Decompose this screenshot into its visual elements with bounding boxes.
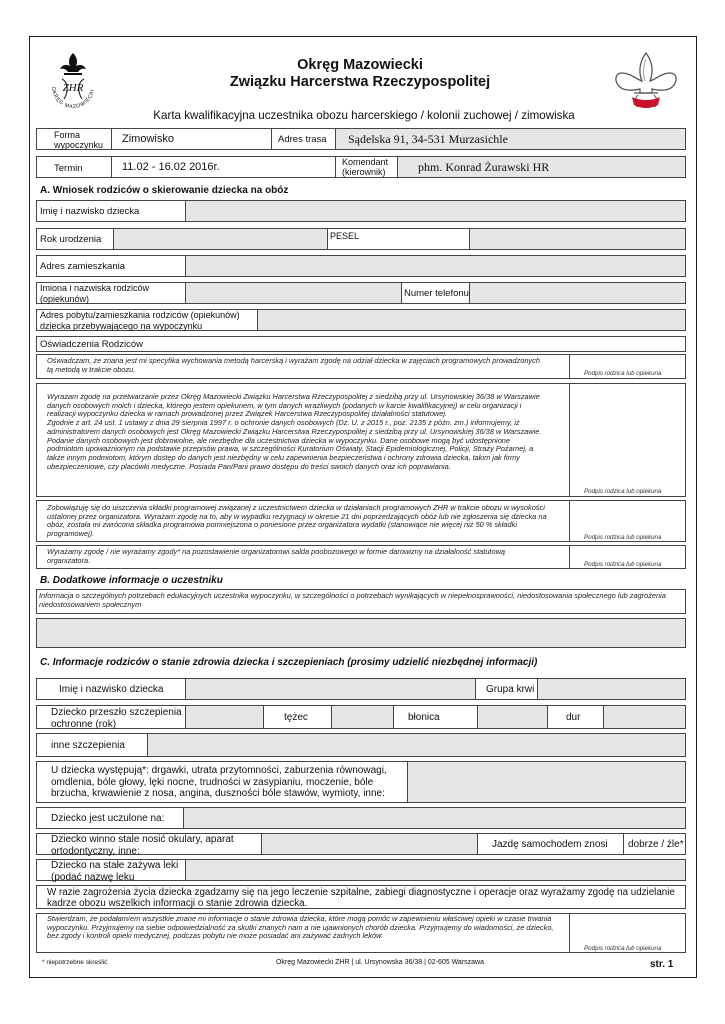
svg-text:ZHR: ZHR: [62, 82, 84, 94]
dur-input[interactable]: [603, 706, 685, 728]
okulary-input[interactable]: [261, 834, 477, 854]
szczepienia-input-1[interactable]: [185, 706, 263, 728]
grupa-label: Grupa krwi: [486, 683, 535, 695]
info-input[interactable]: [36, 618, 686, 648]
dobrze-option[interactable]: dobrze / źle*: [628, 838, 684, 850]
adres-zamieszkania-input[interactable]: [185, 256, 685, 276]
c-imie-label: Imię i nazwisko dziecka: [59, 684, 164, 695]
jazde-label: Jazdę samochodem znosi: [492, 838, 608, 850]
tezec-label: tężec: [284, 711, 308, 723]
row-rok-pesel: [36, 228, 686, 250]
row-inne: [36, 733, 686, 757]
telefon-label: Numer telefonu: [404, 287, 469, 299]
c-imie-input[interactable]: [185, 679, 475, 699]
row-zagrozenie: [36, 885, 686, 909]
section-a-title: A. Wniosek rodziców o skierowanie dziecka na obóz: [40, 185, 289, 196]
oswiadczenia-label: Oświadczenia Rodziców: [40, 339, 143, 350]
szczepienia-label: Dziecko przeszło szczepienia ochronne (rok): [51, 707, 182, 730]
row-stwierdzam: Stwierdzam, że podałam/em wszystkie znane mi informacje o stanie zdrowia dziecka, które mogą pomóc w zapewnieniu właściwej opieki w czasie trwania wypoczynku. Przyjmujemy na siebie odpowiedzialność za skutki znanych nam a nie ujawnionych chorób dziecka. Przyjmujemy do wiadomości, że dziecko, bez zgody i kontroli opieki medycznej, podczas pobytu nie może posiadać ani zażywać żadnych leków. Podpis rodzica lub opiekuna: [36, 913, 686, 953]
footer-address: Okręg Mazowiecki ZHR | ul. Ursynowska 36/38 | 02-605 Warszawa: [275, 959, 484, 966]
row-c-imie: [36, 678, 686, 700]
forma-label: Forma wypoczynku: [54, 130, 104, 150]
pesel-input[interactable]: [469, 229, 685, 249]
adres-trasa-value[interactable]: Sądelska 91, 34-531 Murzasichle: [348, 131, 508, 146]
signature-label: Podpis rodzica lub opiekuna: [584, 534, 662, 541]
grupa-input[interactable]: [537, 679, 685, 699]
uczulone-label: Dziecko jest uczulone na:: [51, 813, 165, 824]
termin-label: Termin: [54, 163, 83, 174]
pesel-label: PESEL: [330, 231, 360, 241]
adres-pobytu-label: Adres pobytu/zamieszkania rodziców (opiekunów) dziecka przebywającego na wypoczynku: [40, 310, 240, 331]
uczulone-input[interactable]: [183, 808, 685, 828]
adres-trasa-label: Adres trasa: [278, 133, 327, 145]
signature-label: Podpis rodzica lub opiekuna: [584, 488, 662, 495]
rok-label: Rok urodzenia: [40, 234, 102, 245]
row-forma: [36, 128, 686, 150]
statement-3: Zobowiązuję się do uiszczenia składki programowej związanej z uczestnictwem dziecka w działaniach programowych ZHR w trakcie obozu w wysokości ustalonej przez organizatora. Wyrażam zgodę na to, aby w wypadku rezygnacji w okresie 21 dni poprzedzających obóz lub nie zgłoszenia się dziecka na obóz, została mi zwrócona składka programowa pomniejszona o poniesione przez organizatora wydatki (stanowiące nie więcej niż 50 % składki programowej). Podpis rodzica lub opiekuna: [36, 500, 686, 542]
rodzice-label: Imiona i nazwiska rodziców (opiekunów): [40, 283, 150, 304]
leki-label: Dziecko na stałe zażywa leki (podać nazwę leku: [51, 860, 179, 883]
blonica-input[interactable]: [477, 706, 547, 728]
section-c-title: C. Informacje rodziców o stanie zdrowia dziecka i szczepieniach (prosimy udzielić niezbędnej informacji): [40, 657, 538, 668]
footnote: * niepotrzebne skreślić: [42, 959, 108, 966]
row-wystepuja: [36, 761, 686, 803]
rodzice-input[interactable]: [185, 283, 401, 303]
telefon-input[interactable]: [469, 283, 685, 303]
signature-label: Podpis rodzica lub opiekuna: [584, 561, 662, 568]
inne-input[interactable]: [147, 734, 685, 756]
inne-label: inne szczepienia: [51, 740, 125, 751]
imie-label: Imię i nazwisko dziecka: [40, 206, 140, 217]
row-szczepienia: [36, 705, 686, 729]
statement-2: Wyrażam zgodę na przetwarzanie przez Okręg Mazowiecki Związku Harcerstwa Rzeczypospolitej z siedzibą przy ul. Ursynowskiej 36/38 w Warszawie danych osobowych moich i dziecka, którego jestem opiekunem, w tym danych wrażliwych (podanych w karcie kwalifikacyjnej) w celu organizacji i realizacji wypoczynku dziecka w ramach prowadzonej przez Związek Harcerstwa Rzeczypospolitej działalności statutowej. Zgodnie z art. 24 ust. 1 ustawy z dnia 29 sierpnia 1997 r. o ochronie danych osobowych (Dz. U. z 2015 r., poz. 2135 z późn. zm.) informujemy, iż administratorem danych osobowych jest Okręg Mazowiecki Związku Harcerstwa Rzeczypospolitej z siedzibą przy ul. Ursynowskiej 36/38 w Warszawie. Podanie danych osobowych jest dobrowolne, ale niezbędne dla uczestnictwa dziecka w wypoczynku. Dane osobowe mogą być udostępnione podmiotom upoważnionym na podstawie przepisów prawa, w szczególności Kuratorium Oświaty, Stacji Epidemiologicznej, Policji, Straży Pożarnej, a także innym podmiotom, którym dostęp do danych jest niezbędny w celu zapewnienia bezpieczeństwa i ochrony zdrowia dziecka, takim jak firmy ubezpieczeniowe, czy placówki medyczne. Posiada Pan/Pani prawo dostępu do treści swoich danych oraz ich poprawiania. Podpis rodzica lub opiekuna: [36, 383, 686, 497]
leki-input[interactable]: [185, 860, 685, 880]
page-number: str. 1: [650, 959, 674, 970]
row-uczulone: [36, 807, 686, 829]
komendant-value[interactable]: phm. Konrad Żurawski HR: [418, 159, 550, 174]
signature-label: Podpis rodzica lub opiekuna: [584, 370, 662, 377]
form-page: [29, 36, 697, 978]
row-adres-pobytu: [36, 309, 686, 331]
adres-pobytu-input[interactable]: [257, 310, 685, 330]
statement-1: Oświadczam, że znana jest mi specyfika wychowania metodą harcerską i wyrażam zgodę na udział dziecka w zajęciach programowych prowadzonych tą metodą w trakcie obozu. Podpis rodzica lub opiekuna: [36, 354, 686, 379]
zagrozenie-text: W razie zagrożenia życia dziecka zgadzamy się na jego leczenie szpitalne, zabiegi diagnostyczne i operacje oraz wyrażamy zgodę na udzielanie kadrze obozu wszelkich informacji o stanie zdrowia dziecka.: [47, 887, 675, 909]
row-rodzice: [36, 282, 686, 304]
row-adres: [36, 255, 686, 277]
imie-input[interactable]: [185, 201, 685, 221]
form-subtitle: Karta kwalifikacyjna uczestnika obozu harcerskiego / kolonii zuchowej / zimowiska: [153, 109, 575, 122]
wystepuja-label: U dziecka występują*: drgawki, utrata przytomności, zaburzenia równowagi, omdlenia, bóle głowy, lęki nocne, trudności w zasypianiu, moczenie, bóle brzucha, krwawienie z nosa, angina, duszności bóle stawów, wymioty, inne:: [51, 765, 387, 799]
blonica-label: błonica: [408, 711, 440, 723]
zhr-okreg-logo: [42, 47, 104, 115]
okulary-label: Dziecko winno stale nosić okulary, aparat ortodontyczny, inne:: [51, 834, 234, 857]
svg-text:OKRĘG MAZOWIECKI: OKRĘG MAZOWIECKI: [49, 86, 96, 111]
adres-zamieszkania-label: Adres zamieszkania: [40, 261, 126, 272]
statement-4: Wyrażamy zgodę / nie wyrażamy zgody* na pozostawienie organizatorowi salda poobozowego w formie darowizny na działalność statutową organizatora. Podpis rodzica lub opiekuna: [36, 545, 686, 569]
termin-value[interactable]: 11.02 - 16.02 2016r.: [122, 161, 220, 173]
komendant-label: Komendant (kierownik): [342, 157, 389, 177]
wystepuja-input[interactable]: [407, 762, 685, 802]
dur-label: dur: [566, 711, 581, 723]
page-title: Okręg Mazowiecki Związku Harcerstwa Rzeczypospolitej: [229, 57, 491, 90]
row-leki: [36, 859, 686, 881]
rok-input[interactable]: [113, 229, 327, 249]
info-box: Informacja o szczególnych potrzebach edukacyjnych uczestnika wypoczynku, w szczególności o potrzebach wynikających w niepełnosprawności, niedostosowania społecznego lub zagrożenia niedostosowaniem społecznym: [36, 589, 686, 614]
row-okulary: [36, 833, 686, 855]
tezec-input[interactable]: [331, 706, 393, 728]
forma-value[interactable]: Zimowisko: [122, 133, 174, 145]
row-oswiadczenia: [36, 336, 686, 352]
row-termin: [36, 156, 686, 178]
section-b-title: B. Dodatkowe informacje o uczestniku: [40, 575, 223, 586]
row-imie: [36, 200, 686, 222]
signature-label: Podpis rodzica lub opiekuna: [584, 945, 662, 952]
